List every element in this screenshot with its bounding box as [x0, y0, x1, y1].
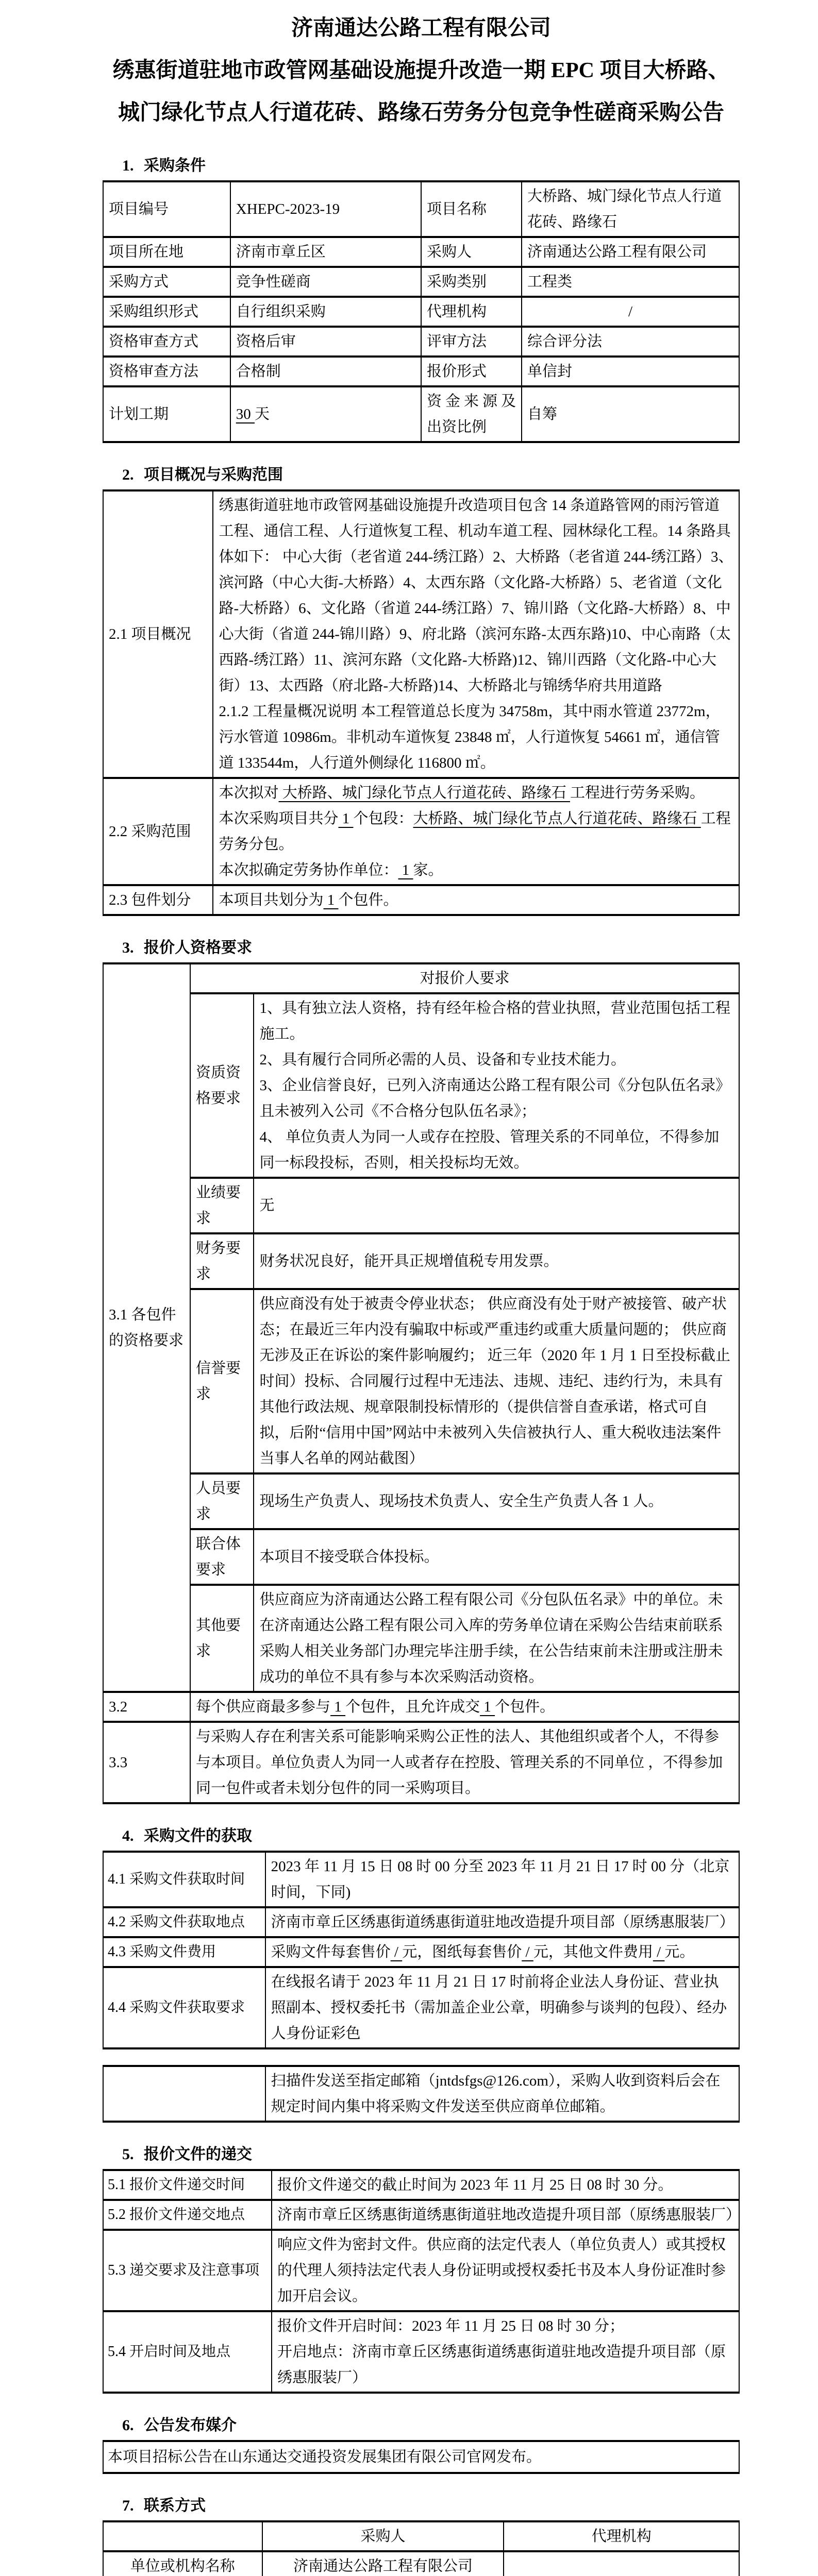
- page-break-gap: [103, 2049, 740, 2065]
- section-2-heading: 2. 项目概况与采购范围: [122, 466, 283, 483]
- agency-value: /: [522, 297, 739, 327]
- performance-requirement-label: 业绩要求: [190, 1178, 254, 1233]
- acquisition-place-value: 济南市章丘区绣惠街道绣惠街道驻地改造提升项目部（原绣惠服装厂）: [265, 1907, 739, 1937]
- project-name-label: 项目名称: [421, 181, 522, 237]
- package-pre: 本项目共划分为: [219, 892, 324, 908]
- performance-requirement-text: 无: [254, 1178, 739, 1233]
- credential-item-3: 3、企业信誉良好，已列入济南通达公路工程有限公司《分包队伍名录》且未被列入公司《不合格分包队伍名录》；: [259, 1077, 730, 1120]
- acquisition-requirement-continued: 扫描件发送至指定邮箱（jntdsfgs@126.com），采购人收到资料后会在规定时间内集中将采购文件发送至供应商单位邮箱。: [265, 2066, 739, 2122]
- table-row: [103, 2230, 739, 2311]
- package-division-text: [213, 885, 739, 915]
- table-row: [103, 993, 739, 1178]
- qualification-credential-text: [254, 993, 739, 1178]
- section-6-heading: 6. 公告发布媒介: [122, 2417, 237, 2434]
- table-row: [103, 1233, 739, 1289]
- submission-notes-label: 5.3 递交要求及注意事项: [103, 2230, 272, 2311]
- submission-notes-value: 响应文件为密封文件。供应商的法定代表人（单位负责人）或其授权的代理人须持法定代表人身份证明或授权委托书及本人身份证准时参加开启会议。: [272, 2230, 739, 2311]
- clause-3-2-mid: 个包件，且允许成交: [345, 1699, 480, 1715]
- clause-3-2-text: [190, 1692, 739, 1722]
- project-overview-label: 2.1 项目概况: [103, 490, 213, 778]
- fee-pre: 采购文件每套售价: [271, 1944, 391, 1960]
- procurement-conditions-table: [103, 180, 740, 443]
- project-location-value: 济南市章丘区: [230, 237, 421, 267]
- table-row: [103, 1692, 739, 1722]
- contact-header-purchaser: 采购人: [262, 2521, 504, 2551]
- fee-mid-2: 元，其他文件费用: [533, 1944, 653, 1960]
- org-name-purchaser: 济南通达公路工程有限公司: [262, 2551, 504, 2576]
- table-row: [103, 267, 739, 297]
- table-row: [103, 2170, 739, 2200]
- fee-blank-3: /: [653, 1944, 665, 1960]
- table-row: [103, 1585, 739, 1692]
- evaluation-method-label: 评审方法: [421, 327, 522, 357]
- table-row: [103, 1289, 739, 1473]
- funding-source-value: 自筹: [522, 386, 739, 442]
- submission-time-label: 5.1 报价文件递交时间: [103, 2170, 272, 2200]
- scope-p2-name-underlined: 大桥路、城门绿化节点人行道花砖、路缘石: [413, 810, 701, 827]
- project-title-line1: 绣惠街道驻地市政管网基础设施提升改造一期 EPC 项目大桥路、: [112, 59, 730, 82]
- document-fee-value: [265, 1937, 739, 1967]
- contact-header-empty: [103, 2521, 262, 2551]
- submission-place-label: 5.2 报价文件递交地点: [103, 2200, 272, 2230]
- scope-p2-count-underlined: 1: [338, 810, 354, 827]
- project-name-value: 大桥路、城门绿化节点人行道花砖、路缘石: [522, 181, 739, 237]
- acquisition-place-label: 4.2 采购文件获取地点: [103, 1907, 265, 1937]
- procurement-scope-text: [213, 778, 739, 885]
- opening-time-line: 报价文件开启时间：2023 年 11 月 25 日 08 时 30 分；: [277, 2318, 625, 2334]
- planned-duration-value: [230, 386, 421, 442]
- table-row: [103, 778, 739, 885]
- org-name-label: 单位或机构名称: [103, 2551, 262, 2576]
- duration-unit: 天: [255, 406, 270, 422]
- credit-requirement-text: 供应商没有处于被责令停业状态； 供应商没有处于财产被接管、破产状态；在最近三年内没有骗取中标或严重违约或重大质量问题的； 供应商无涉及正在诉讼的案件影响履约； 近三年（2020 年 1 月 1 日至投标截止时间）投标、合同履行过程中无违法、违规、违纪、违约行为，未具有其他行政法规、规章限制投标情形的（提供信誉自查承诺，格式可自拟，后附“信用中国”网站中未被列入失信被执行人、重大税收违法案件当事人名单的网站截图）: [254, 1289, 739, 1473]
- organization-form-value: 自行组织采购: [230, 297, 421, 327]
- scope-paragraph-3: [219, 857, 733, 883]
- procurement-method-value: 竞争性磋商: [230, 267, 421, 297]
- section-3-heading: 3. 报价人资格要求: [122, 939, 252, 956]
- scope-p2-mid: 个包段：: [353, 810, 413, 827]
- scope-p3-count-underlined: 1: [398, 862, 413, 878]
- overview-paragraph-1: 绣惠街道驻地市政管网基础设施提升改造项目包含 14 条道路管网的雨污管道工程、通信工程、人行道恢复工程、机动车道工程、园林绿化工程。14 条路具体如下： 中心大街（老省道 244-绣江路）2、大桥路（老省道 244-绣江路）3、滨河路（中心大街-大桥路）4、太西东路（文化路-大桥路）5、老省道（文化路-大桥路）6、文化路（省道 244-绣江路）7、锦川路（文化路-大桥路）8、中心大街（省道 244-锦川路）9、府北路（滨河东路-太西东路)10、中心南路（太西路-绣江路）11、滨河东路（文化路-大桥路)12、锦川西路（文化路-中心大街）13、太西路（府北路-大桥路)14、大桥路北与锦绣华府共用道路: [219, 497, 733, 694]
- clause-3-2-pre: 每个供应商最多参与: [196, 1699, 331, 1715]
- org-name-agency: [504, 2551, 739, 2576]
- table-row: [103, 1178, 739, 1233]
- table-row: [103, 1722, 739, 1803]
- purchaser-label: 采购人: [421, 237, 522, 267]
- procurement-category-label: 采购类别: [421, 267, 522, 297]
- clause-3-3-label: 3.3: [103, 1722, 190, 1803]
- scope-p1-pre: 本次拟对: [219, 785, 279, 801]
- clause-3-3-text: 与采购人存在利害关系可能影响采购公正性的法人、其他组织或者个人，不得参与本项目。单位负责人为同一人或者存在控股、管理关系的不同单位 ，不得参加同一包件或者未划分包件的同一采购项目。: [190, 1722, 739, 1803]
- quote-submission-table: [103, 2169, 740, 2394]
- acquisition-time-label: 4.1 采购文件获取时间: [103, 1852, 265, 1907]
- project-overview-text: [213, 490, 739, 778]
- qualification-review-mode-label: 资格审查方式: [103, 327, 230, 357]
- table-row: [103, 181, 739, 237]
- agency-label: 代理机构: [421, 297, 522, 327]
- package-division-label: 2.3 包件划分: [103, 885, 213, 915]
- table-row: [103, 885, 739, 915]
- section-4-heading: 4. 采购文件的获取: [122, 1827, 252, 1844]
- announcement-media-text: 本项目招标公告在山东通达交通投资发展集团有限公司官网发布。: [108, 2449, 542, 2465]
- fee-post: 元。: [664, 1944, 695, 1960]
- table-row: [103, 1473, 739, 1529]
- table-row: [103, 1852, 739, 1907]
- procurement-category-value: 工程类: [522, 267, 739, 297]
- package-count-underlined: 1: [323, 892, 339, 908]
- organization-form-label: 采购组织形式: [103, 297, 230, 327]
- document-acquisition-continued-table: [103, 2065, 740, 2123]
- credential-item-4: 4、 单位负责人为同一人或存在控股、管理关系的不同单位，不得参加同一标段投标，否则，相关投标均无效。: [259, 1129, 720, 1171]
- scope-p3-pre: 本次拟确定劳务协作单位：: [219, 862, 398, 878]
- empty-label-cell: [103, 2066, 265, 2122]
- clause-3-2-post: 个包件。: [495, 1699, 555, 1715]
- qualification-review-mode-value: 资格后审: [230, 327, 421, 357]
- submission-time-value: 报价文件递交的截止时间为 2023 年 11 月 25 日 08 时 30 分。: [272, 2170, 739, 2200]
- staff-requirement-label: 人员要求: [190, 1473, 254, 1529]
- fee-blank-2: /: [522, 1944, 533, 1960]
- table-row: [103, 2521, 739, 2551]
- table-row: [103, 1967, 739, 2048]
- opening-place-line: 开启地点：济南市章丘区绣惠街道绣惠街道驻地改造提升项目部（原绣惠服装厂）: [277, 2344, 726, 2386]
- qualification-label-line1: 3.1 各包件: [109, 1307, 176, 1323]
- submission-place-value: 济南市章丘区绣惠街道绣惠街道驻地改造提升项目部（原绣惠服装厂）: [272, 2200, 739, 2230]
- quote-form-value: 单信封: [522, 357, 739, 386]
- consortium-requirement-text: 本项目不接受联合体投标。: [254, 1529, 739, 1585]
- credential-item-2: 2、具有履行合同所必需的人员、设备和专业技术能力。: [259, 1052, 626, 1068]
- table-row: [103, 2066, 739, 2122]
- bidder-qualification-table: [103, 962, 740, 1804]
- project-title-line2: 城门绿化节点人行道花砖、路缘石劳务分包竞争性磋商采购公告: [118, 101, 724, 125]
- scope-paragraph-1: [219, 780, 733, 806]
- qualification-review-method-label: 资格审查方法: [103, 357, 230, 386]
- duration-days-underlined: 30: [236, 406, 255, 422]
- opening-time-place-value: [272, 2311, 739, 2393]
- credential-item-1: 1、具有独立法人资格，持有经年检合格的营业执照，营业范围包括工程施工。: [259, 1000, 730, 1042]
- announcement-media-box: [103, 2440, 740, 2474]
- section-5-heading: 5. 报价文件的递交: [122, 2146, 252, 2163]
- table-row: [103, 2311, 739, 2393]
- qualification-review-method-value: 合格制: [230, 357, 421, 386]
- table-row: [103, 1907, 739, 1937]
- contact-header-agency: 代理机构: [504, 2521, 739, 2551]
- scope-p1-underlined: 大桥路、城门绿化节点人行道花砖、路缘石: [278, 785, 570, 801]
- section-7-heading: 7. 联系方式: [122, 2497, 206, 2514]
- document-acquisition-table: [103, 1851, 740, 2049]
- table-row: [103, 386, 739, 442]
- section-1-heading: 1. 采购条件: [122, 157, 206, 174]
- financial-requirement-label: 财务要求: [190, 1233, 254, 1289]
- quote-form-label: 报价形式: [421, 357, 522, 386]
- procurement-method-label: 采购方式: [103, 267, 230, 297]
- clause-3-2-count2-underlined: 1: [480, 1699, 495, 1715]
- clause-3-2-count1-underlined: 1: [330, 1699, 346, 1715]
- company-title: 济南通达公路工程有限公司: [291, 16, 551, 40]
- opening-time-place-label: 5.4 开启时间及地点: [103, 2311, 272, 2393]
- table-row: [103, 963, 739, 993]
- qualification-credential-label: 资质资格要求: [190, 993, 254, 1178]
- evaluation-method-value: 综合评分法: [522, 327, 739, 357]
- procurement-scope-label: 2.2 采购范围: [103, 778, 213, 885]
- credit-requirement-label: 信誉要求: [190, 1289, 254, 1473]
- other-requirement-label: 其他要求: [190, 1585, 254, 1692]
- project-number-label: 项目编号: [103, 181, 230, 237]
- scope-p2-post: 工程劳务分包。: [219, 810, 731, 853]
- table-row: [103, 490, 739, 778]
- other-requirement-text: 供应商应为济南通达公路工程有限公司《分包队伍名录》中的单位。未在济南通达公路工程有限公司入库的劳务单位请在采购公告结束前联系采购人相关业务部门办理完毕注册手续，在公告结束前未注册或注册未成功的单位不具有参与本次采购活动资格。: [254, 1585, 739, 1692]
- table-row: [103, 1937, 739, 1967]
- table-row: [103, 1529, 739, 1585]
- table-row: [103, 297, 739, 327]
- consortium-requirement-label: 联合体要求: [190, 1529, 254, 1585]
- fee-blank-1: /: [390, 1944, 403, 1960]
- acquisition-requirement-value: 在线报名请于 2023 年 11 月 21 日 17 时前将企业法人身份证、营业执照副本、授权委托书（需加盖企业公章，明确参与谈判的包段）、经办人身份证彩色: [265, 1967, 739, 2048]
- acquisition-requirement-label: 4.4 采购文件获取要求: [103, 1967, 265, 2048]
- purchaser-value: 济南通达公路工程有限公司: [522, 237, 739, 267]
- project-location-label: 项目所在地: [103, 237, 230, 267]
- document-fee-label: 4.3 采购文件费用: [103, 1937, 265, 1967]
- title-block: [103, 7, 740, 134]
- funding-source-label: 资金来源及出资比例: [421, 386, 522, 442]
- project-overview-table: [103, 489, 740, 916]
- scope-p1-post: 工程进行劳务采购。: [570, 785, 705, 801]
- bidder-requirements-header: 对报价人要求: [190, 963, 739, 993]
- planned-duration-label: 计划工期: [103, 386, 230, 442]
- qualification-label-line2: 的资格要求: [109, 1332, 184, 1349]
- qualification-requirements-label: [103, 963, 190, 1692]
- scope-paragraph-2: [219, 806, 733, 857]
- table-row: [103, 2551, 739, 2576]
- clause-3-2-label: 3.2: [103, 1692, 190, 1722]
- table-row: [103, 237, 739, 267]
- scope-p2-pre: 本次采购项目共分: [219, 810, 339, 827]
- staff-requirement-text: 现场生产负责人、现场技术负责人、安全生产负责人各 1 人。: [254, 1473, 739, 1529]
- contact-table: [103, 2520, 740, 2576]
- financial-requirement-text: 财务状况良好，能开具正规增值税专用发票。: [254, 1233, 739, 1289]
- table-row: [103, 2200, 739, 2230]
- acquisition-time-value: 2023 年 11 月 15 日 08 时 00 分至 2023 年 11 月 21 日 17 时 00 分（北京时间，下同): [265, 1852, 739, 1907]
- package-post: 个包件。: [338, 892, 398, 908]
- scope-p3-post: 家。: [413, 862, 443, 878]
- overview-paragraph-2: 2.1.2 工程量概况说明 本工程管道总长度为 34758m，其中雨水管道 23772m，污水管道 10986m。非机动车道恢复 23848 ㎡，人行道恢复 54661 ㎡，通信管道 133544m，人行道外侧绿化 116800 ㎡。: [219, 703, 721, 771]
- fee-mid-1: 元，图纸每套售价: [402, 1944, 522, 1960]
- table-row: [103, 327, 739, 357]
- table-row: [103, 357, 739, 386]
- project-number-value: XHEPC-2023-19: [230, 181, 421, 237]
